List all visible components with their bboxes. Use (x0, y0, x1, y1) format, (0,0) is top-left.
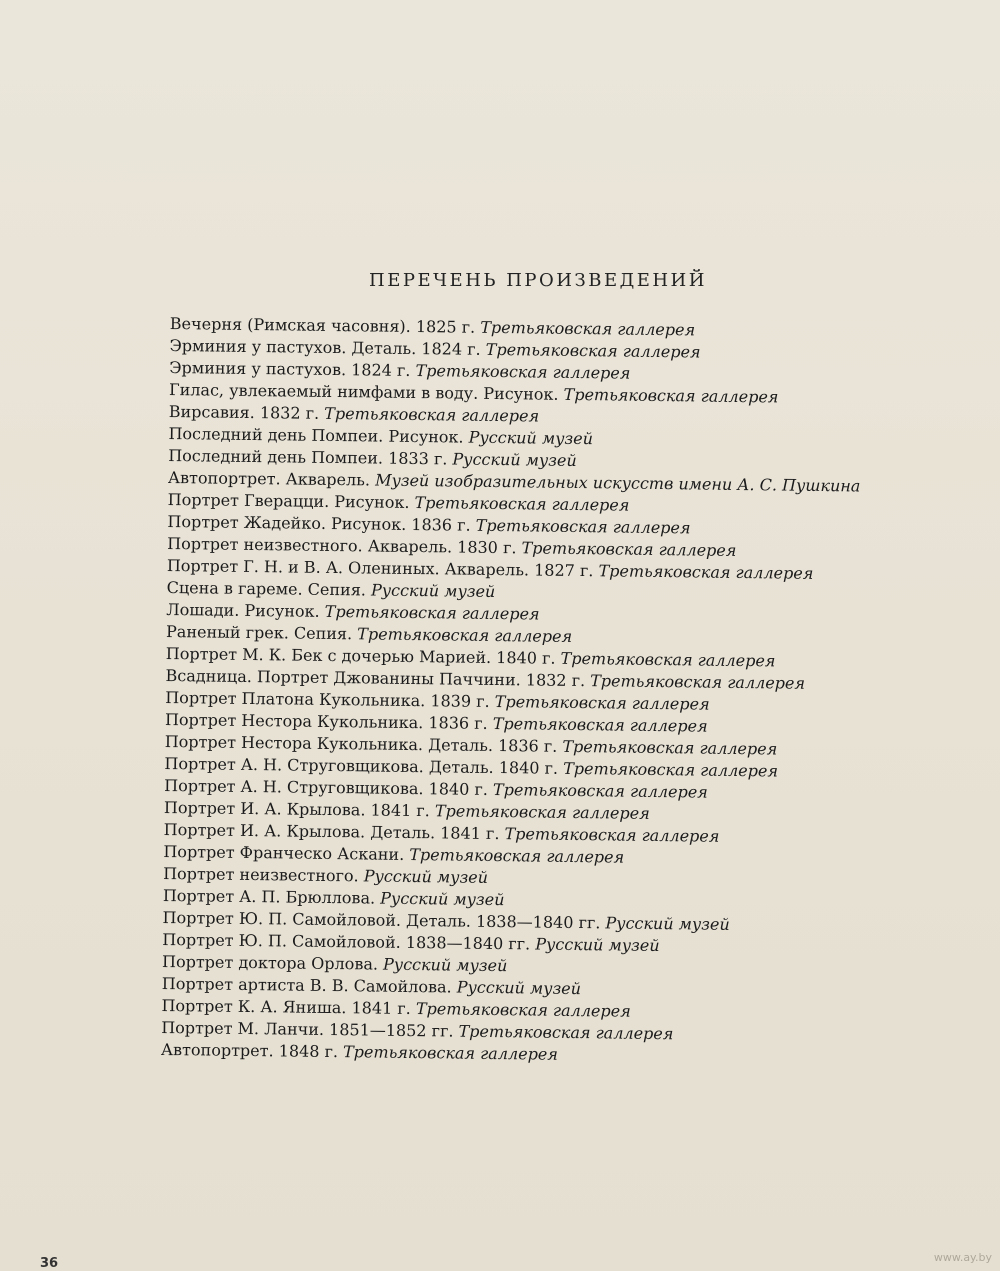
work-title: Автопортрет. Акварель. (167, 467, 376, 490)
work-location: Русский музей (363, 866, 489, 887)
work-location: Третьяковская галлерея (342, 1042, 559, 1064)
work-title: Портрет Нестора Кукольника. 1836 г. (164, 709, 493, 733)
work-location: Третьяковская галлерея (480, 317, 696, 340)
work-location: Третьяковская галлерея (521, 538, 737, 560)
work-location: Третьяковская галлерея (324, 403, 540, 426)
work-location: Третьяковская галлерея (563, 758, 779, 781)
work-title: Вирсавия. 1832 г. (168, 401, 325, 423)
work-title: Автопортрет. 1848 г. (160, 1039, 344, 1062)
work-title: Портрет Ю. П. Самойловой. Деталь. 1838—1840 гг. (162, 907, 606, 933)
work-location: Третьяковская галлерея (458, 1021, 674, 1044)
page-title: ПЕРЕЧЕНЬ ПРОИЗВЕДЕНИЙ (369, 270, 707, 292)
work-title: Портрет М. К. Бек с дочерью Марией. 1840 г. (165, 643, 561, 668)
work-title: Всадница. Портрет Джованины Паччини. 1832 г. (165, 665, 591, 691)
work-location: Третьяковская галлерея (590, 671, 806, 693)
work-location: Русский музей (605, 913, 730, 934)
work-title: Портрет Нестора Кукольника. Деталь. 1836 г. (164, 731, 563, 756)
work-location: Русский музей (380, 888, 505, 910)
work-location: Третьяковская галлерея (414, 493, 630, 515)
work-title: Раненый грек. Сепия. (165, 621, 358, 644)
work-title: Портрет М. Ланчи. 1851—1852 гг. (161, 1017, 459, 1041)
work-location: Русский музей (452, 449, 577, 470)
work-title: Последний день Помпеи. Рисунок. (168, 423, 469, 447)
work-title: Портрет Ю. П. Самойловой. 1838—1840 гг. (162, 929, 536, 954)
work-title: Портрет артиста В. В. Самойлова. (161, 973, 457, 997)
work-title: Портрет Платона Кукольника. 1839 г. (165, 687, 495, 711)
work-title: Портрет неизвестного. Акварель. 1830 г. (167, 533, 522, 558)
work-location: Третьяковская галлерея (504, 824, 720, 846)
work-title: Портрет Г. Н. и В. А. Олениных. Акварель. 1827 г. (166, 555, 599, 581)
work-title: Сцена в гареме. Сепия. (166, 577, 372, 600)
work-title: Портрет К. А. Яниша. 1841 г. (161, 995, 417, 1019)
work-location: Третьяковская галлерея (357, 624, 573, 646)
work-location: Русский музей (382, 954, 508, 976)
work-title: Последний день Помпеи. 1833 г. (168, 445, 453, 469)
work-location: Русский музей (456, 977, 582, 999)
work-location: Третьяковская галлерея (598, 561, 814, 583)
work-title: Портрет Жадейко. Рисунок. 1836 г. (167, 511, 476, 535)
page-number: 36 (40, 1256, 59, 1271)
work-location: Русский музей (370, 580, 496, 601)
work-title: Портрет А. Н. Струговщикова. Деталь. 1840 г. (164, 753, 564, 778)
work-title: Портрет доктора Орлова. (161, 951, 384, 974)
work-location: Третьяковская галлерея (560, 648, 776, 671)
work-location: Третьяковская галлерея (492, 779, 708, 802)
work-location: Третьяковская галлерея (434, 801, 650, 823)
work-title: Портрет Франческо Аскани. (163, 841, 410, 864)
work-location: Третьяковская галлерея (492, 713, 708, 736)
work-location: Музей изобразительных искусств имени А. С. Пушкина (375, 470, 861, 496)
work-location: Третьяковская галлерея (562, 736, 778, 759)
work-location: Третьяковская галлерея (409, 844, 625, 867)
work-title: Портрет И. А. Крылова. Деталь. 1841 г. (163, 819, 505, 844)
work-title: Эрминия у пастухов. Деталь. 1824 г. (169, 335, 486, 359)
work-location: Третьяковская галлерея (415, 999, 631, 1021)
work-location: Третьяковская галлерея (485, 339, 701, 362)
work-title: Портрет Гверацци. Рисунок. (167, 489, 415, 513)
work-title: Гилас, увлекаемый нимфами в воду. Рисунок. (168, 379, 564, 404)
work-title: Портрет А. Н. Струговщикова. 1840 г. (164, 775, 494, 799)
work-location: Третьяковская галлерея (563, 384, 779, 407)
work-location: Русский музей (535, 934, 660, 956)
work-location: Русский музей (468, 427, 594, 449)
watermark: www.ay.by (933, 1251, 992, 1264)
work-title: Портрет неизвестного. (163, 863, 364, 886)
work-title: Портрет А. П. Брюллова. (162, 885, 381, 908)
work-location: Третьяковская галлерея (494, 691, 710, 714)
work-location: Третьяковская галлерея (475, 515, 691, 538)
work-location: Третьяковская галлерея (324, 601, 540, 624)
work-title: Эрминия у пастухов. 1824 г. (169, 357, 416, 381)
work-title: Лошади. Рисунок. (166, 599, 325, 621)
work-title: Портрет И. А. Крылова. 1841 г. (163, 797, 436, 821)
work-location: Третьяковская галлерея (415, 361, 631, 383)
work-title: Вечерня (Римская часовня). 1825 г. (169, 313, 481, 337)
works-list (161, 313, 990, 1071)
